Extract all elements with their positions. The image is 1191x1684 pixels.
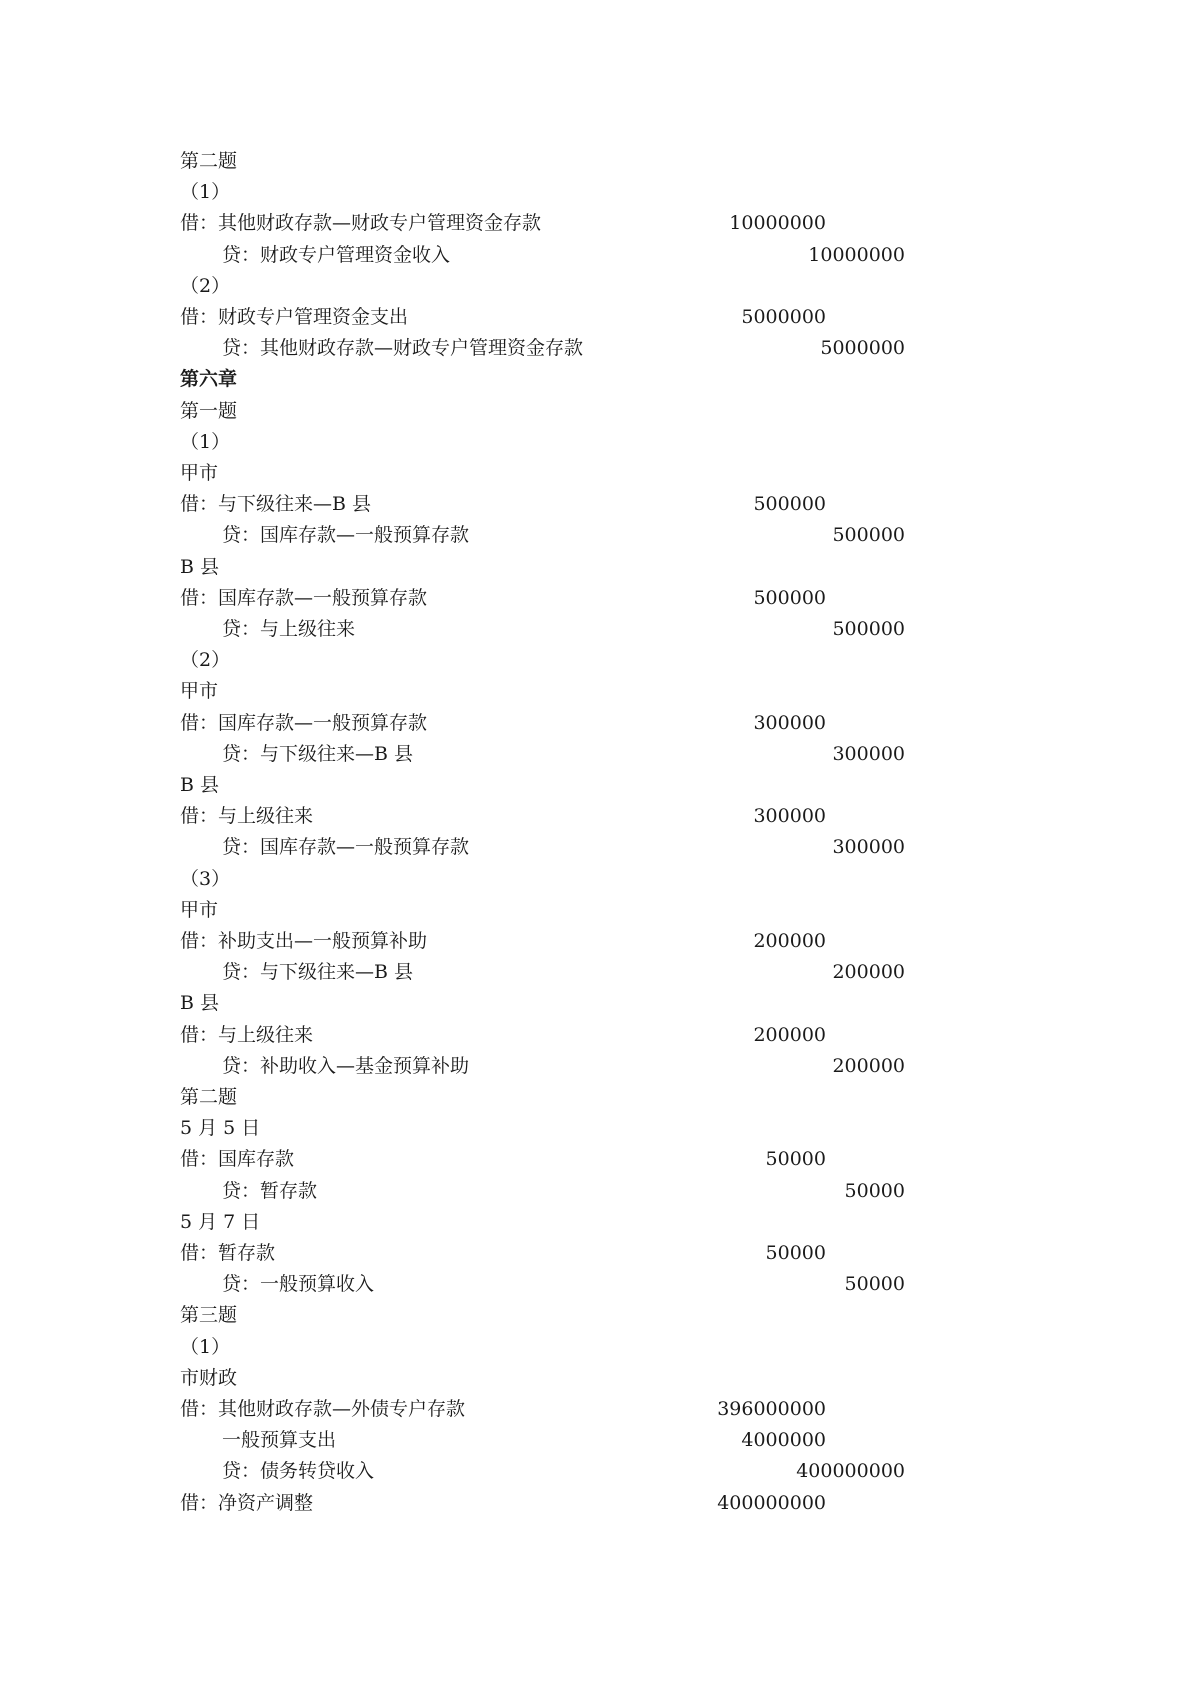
journal-line: [0, 708, 1191, 739]
entry-text: 借：国库存款: [180, 1148, 295, 1171]
journal-line: [0, 864, 1191, 895]
journal-line: [0, 1363, 1191, 1394]
entry-text: （2）: [180, 649, 231, 672]
journal-line: [0, 552, 1191, 583]
entry-text: 借：暂存款: [180, 1242, 276, 1264]
journal-line: [0, 489, 1191, 520]
journal-line: [0, 770, 1191, 801]
entry-text: 第三题: [180, 1304, 238, 1327]
credit-amount: 5000000: [820, 337, 905, 360]
journal-line: [0, 583, 1191, 614]
journal-line: [0, 364, 1191, 395]
entry-text: 5 月 5 日: [180, 1117, 261, 1140]
journal-line: [0, 1488, 1191, 1519]
entry-text: 第二题: [180, 150, 238, 172]
journal-line: [0, 1113, 1191, 1144]
journal-line: [0, 1144, 1191, 1175]
entry-text: （2）: [180, 274, 231, 297]
debit-amount: 500000: [753, 493, 826, 516]
entry-text: 贷：债务转贷收入: [222, 1460, 375, 1483]
entry-text: 贷：国库存款—一般预算存款: [222, 836, 470, 859]
entry-text: 借：补助支出—一般预算补助: [180, 930, 428, 952]
journal-line: [0, 240, 1191, 271]
debit-amount: 50000: [765, 1148, 826, 1171]
debit-amount: 200000: [753, 930, 826, 952]
journal-line: [0, 1300, 1191, 1331]
journal-line: [0, 926, 1191, 957]
journal-line: [0, 676, 1191, 707]
entry-text: （1）: [180, 1335, 231, 1358]
journal-line: [0, 801, 1191, 832]
entry-text: 贷：与下级往来—B 县: [222, 742, 414, 765]
entry-text: 借：国库存款—一般预算存款: [180, 711, 428, 734]
entry-text: B 县: [180, 992, 220, 1015]
entry-text: 贷：暂存款: [222, 1179, 318, 1202]
journal-line: [0, 520, 1191, 551]
journal-line: [0, 1051, 1191, 1082]
credit-amount: 300000: [832, 836, 905, 859]
entry-text: 甲市: [180, 680, 219, 703]
debit-amount: 300000: [753, 805, 826, 828]
journal-line: [0, 396, 1191, 427]
entry-text: （1）: [180, 430, 231, 453]
entry-text: （3）: [180, 867, 231, 890]
entry-text: 借：财政专户管理资金支出: [180, 306, 409, 328]
journal-line: [0, 1082, 1191, 1113]
entry-text: 甲市: [180, 898, 219, 921]
journal-line: [0, 988, 1191, 1019]
journal-line: [0, 458, 1191, 489]
entry-text: 贷：其他财政存款—财政专户管理资金存款: [222, 337, 584, 360]
journal-line: [0, 832, 1191, 863]
journal-line: [0, 645, 1191, 676]
debit-amount: 396000000: [717, 1398, 826, 1420]
entry-text: 借：其他财政存款—财政专户管理资金存款: [180, 212, 542, 235]
debit-amount: 300000: [753, 711, 826, 734]
journal-line: [0, 1207, 1191, 1238]
journal-line: [0, 177, 1191, 208]
credit-amount: 500000: [832, 618, 905, 640]
entry-text: 贷：与上级往来: [222, 618, 356, 640]
entry-text: 第一题: [180, 399, 238, 422]
entry-text: B 县: [180, 774, 220, 796]
credit-amount: 500000: [832, 524, 905, 547]
entry-text: 借：其他财政存款—外债专户存款: [180, 1398, 466, 1420]
entry-text: 贷：补助收入—基金预算补助: [222, 1054, 470, 1077]
journal-line: [0, 1394, 1191, 1425]
entry-text: 贷：国库存款—一般预算存款: [222, 524, 470, 547]
entry-text: 借：与上级往来: [180, 1023, 314, 1046]
journal-line: [0, 739, 1191, 770]
credit-amount: 50000: [844, 1273, 905, 1296]
entry-text: B 县: [180, 555, 220, 578]
entry-text: 贷：与下级往来—B 县: [222, 961, 414, 984]
journal-line: [0, 1020, 1191, 1051]
journal-line: [0, 271, 1191, 302]
entry-text: 借：与下级往来—B 县: [180, 493, 372, 516]
journal-line: [0, 208, 1191, 239]
journal-line: [0, 614, 1191, 645]
debit-amount: 50000: [765, 1242, 826, 1264]
journal-line: [0, 1332, 1191, 1363]
entry-text: （1）: [180, 181, 231, 204]
journal-line: [0, 957, 1191, 988]
journal-line: [0, 146, 1191, 177]
debit-amount: 5000000: [741, 306, 826, 328]
debit-amount: 500000: [753, 586, 826, 609]
entry-text: 借：国库存款—一般预算存款: [180, 586, 428, 609]
entry-text: 贷：一般预算收入: [222, 1273, 375, 1296]
entry-text: 借：与上级往来: [180, 805, 314, 828]
entry-text: 甲市: [180, 462, 219, 484]
chapter-heading: 第六章: [180, 368, 238, 391]
credit-amount: 50000: [844, 1179, 905, 1202]
journal-line: [0, 1176, 1191, 1207]
entry-text: 第二题: [180, 1086, 238, 1108]
journal-line: [0, 333, 1191, 364]
entry-text: 5 月 7 日: [180, 1210, 261, 1233]
journal-line: [0, 427, 1191, 458]
debit-amount: 10000000: [729, 212, 826, 235]
journal-line: [0, 1456, 1191, 1487]
entry-text: 贷：财政专户管理资金收入: [222, 243, 451, 266]
entry-text: 借：净资产调整: [180, 1491, 314, 1514]
credit-amount: 200000: [832, 1054, 905, 1077]
entry-text: 市财政: [180, 1366, 238, 1389]
journal-line: [0, 1425, 1191, 1456]
credit-amount: 200000: [832, 961, 905, 984]
journal-line: [0, 895, 1191, 926]
credit-amount: 400000000: [796, 1460, 905, 1483]
debit-amount: 400000000: [717, 1491, 826, 1514]
journal-line: [0, 302, 1191, 333]
credit-amount: 300000: [832, 742, 905, 765]
journal-line: [0, 1238, 1191, 1269]
debit-amount: 200000: [753, 1023, 826, 1046]
journal-line: [0, 1269, 1191, 1300]
credit-amount: 10000000: [808, 243, 905, 266]
entry-text: 一般预算支出: [222, 1429, 337, 1452]
debit-amount: 4000000: [741, 1429, 826, 1452]
